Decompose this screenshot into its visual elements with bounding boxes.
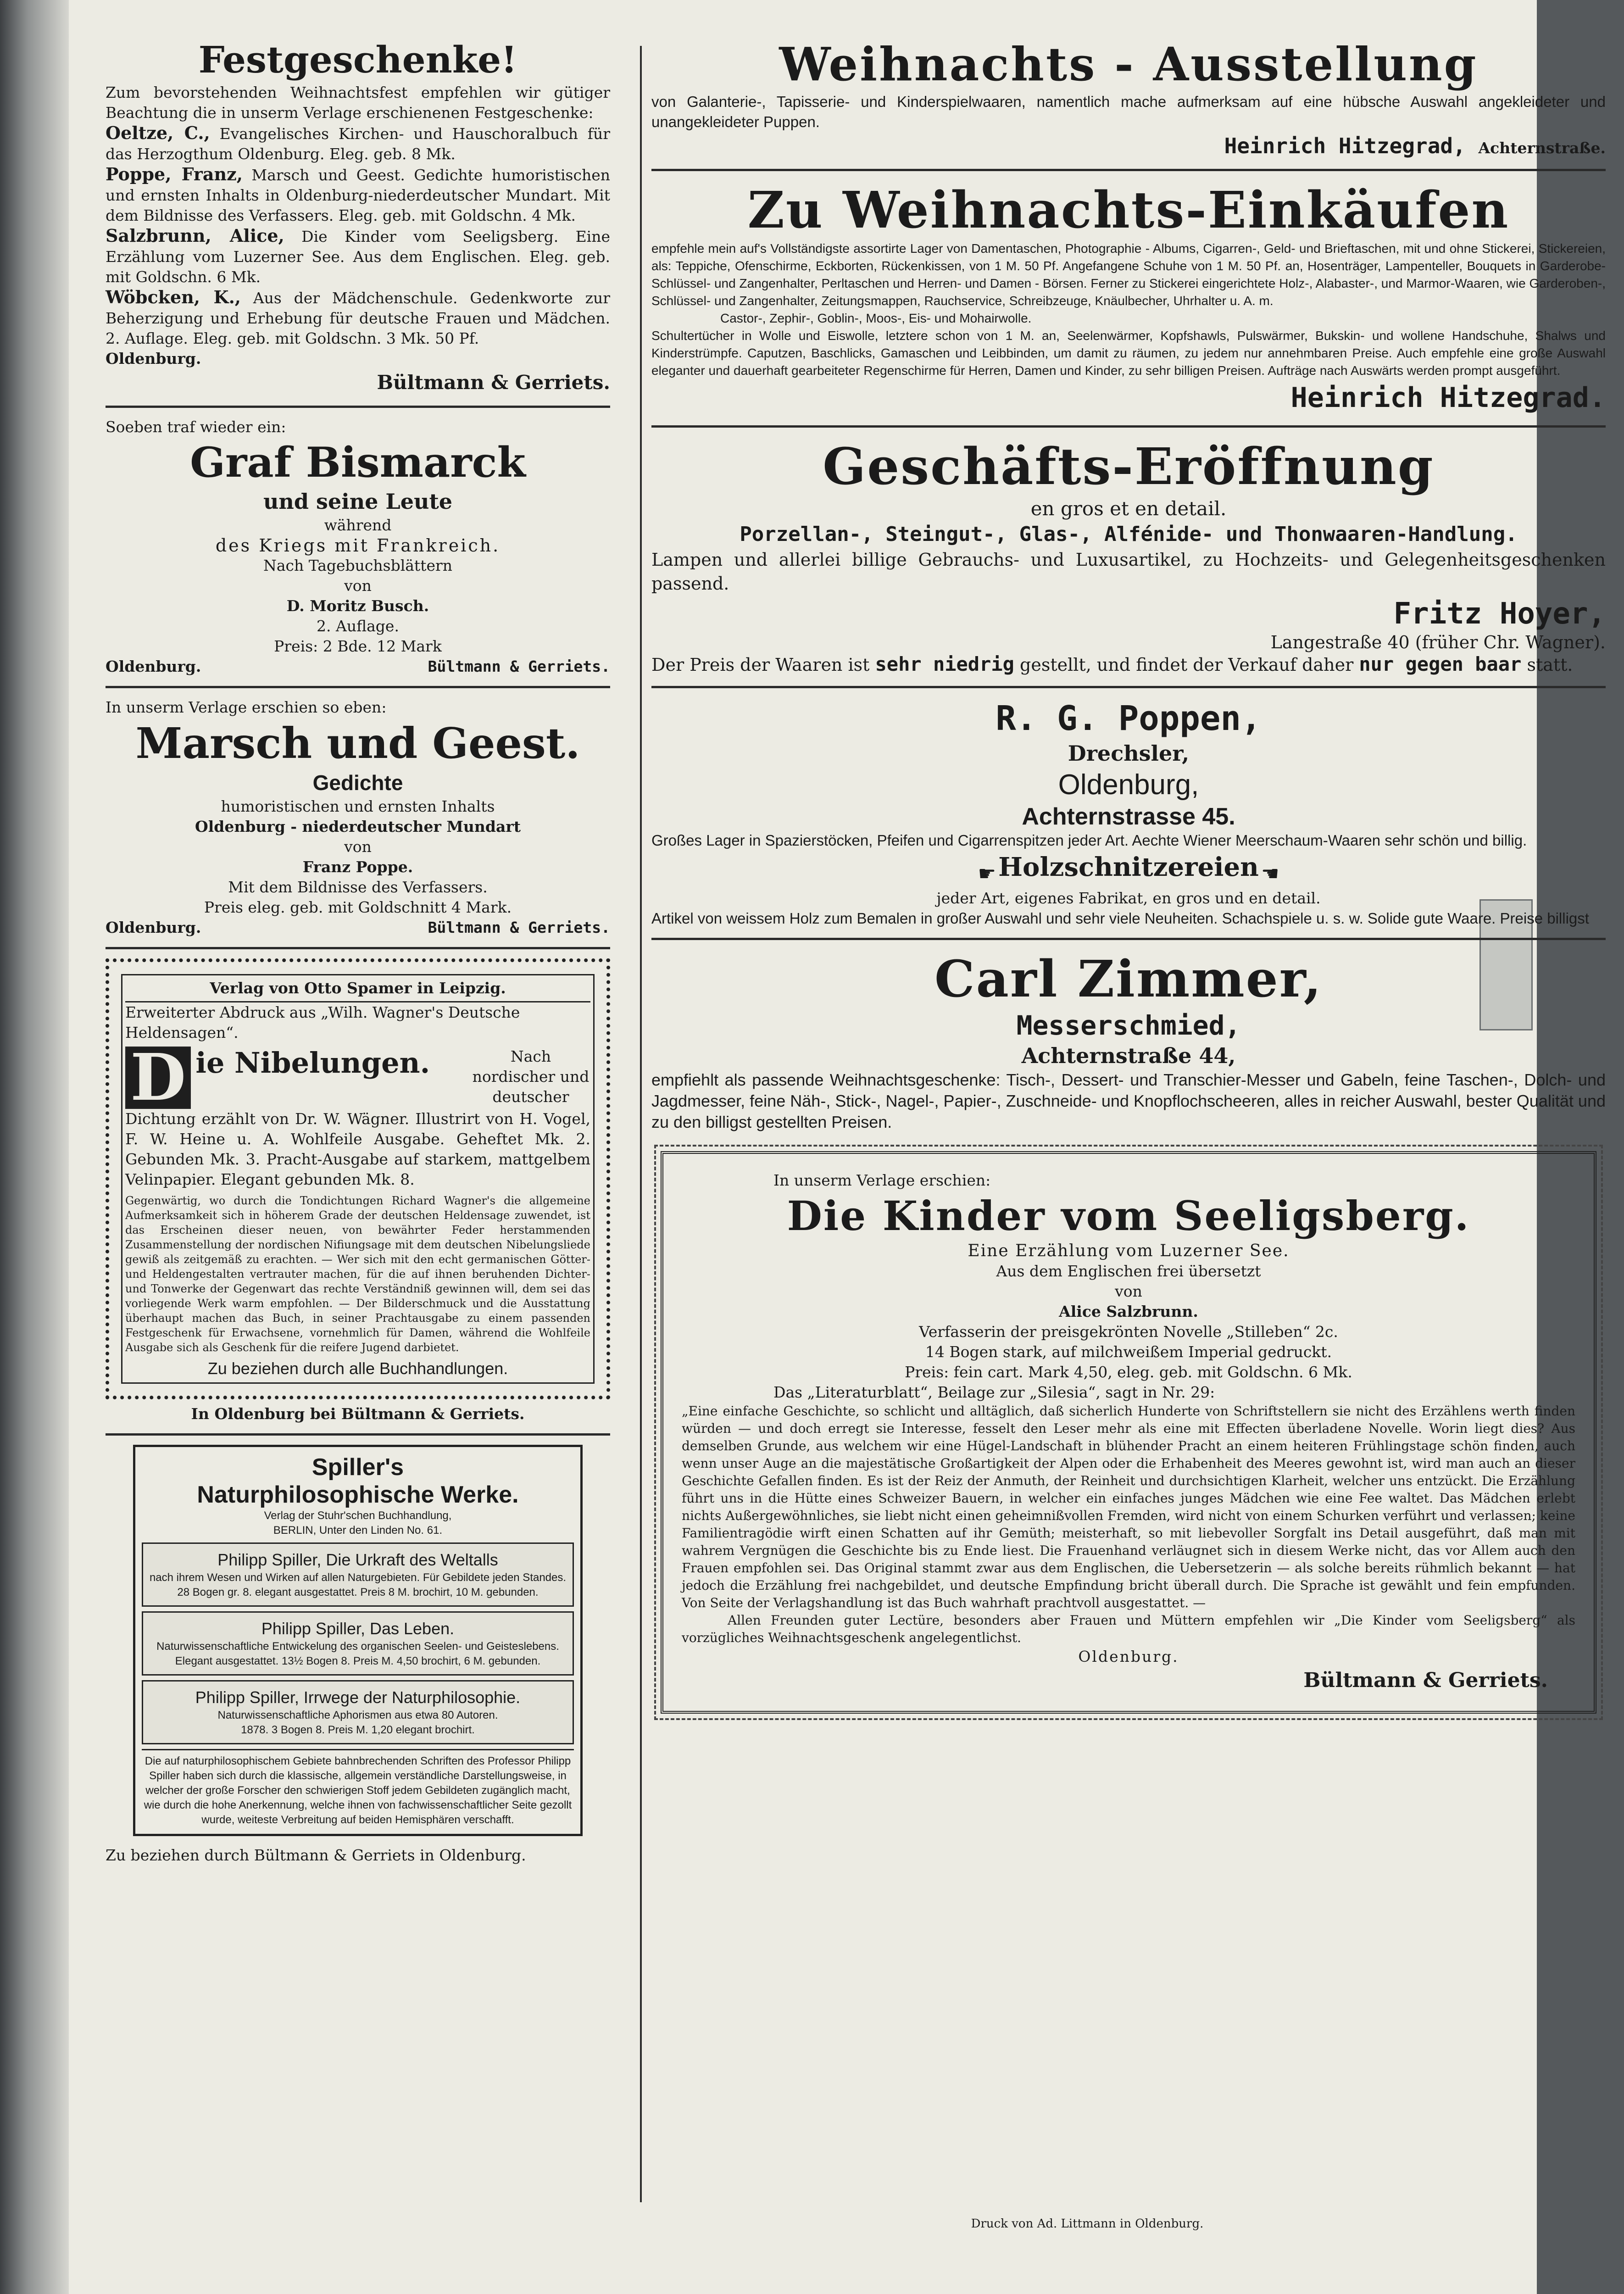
eroeffnung-price-emph: sehr niedrig: [875, 653, 1014, 675]
poppen-carving: Holzschnitzereien: [998, 852, 1259, 882]
right-column: [651, 37, 1606, 1718]
festgeschenke-title: Festgeschenke!: [198, 38, 517, 81]
ad-marsch-und-geest: [106, 697, 610, 938]
spiller-title1: Spiller's: [311, 1454, 404, 1481]
spiller-work-title: Philipp Spiller, Die Urkraft des Weltalls: [217, 1550, 498, 1569]
marsch-line: humoristischen und ernsten Inhalts: [221, 797, 495, 815]
eroeffnung-street: Langestraße 40 (früher Chr. Wagner).: [1270, 632, 1606, 652]
bismarck-line: während: [324, 516, 392, 534]
bismarck-author: D. Moritz Busch.: [286, 597, 429, 615]
spiller-work-desc: nach ihrem Wesen und Wirken auf allen Naturgebieten. Für Gebildete jeden Standes.: [149, 1571, 567, 1584]
einkaeufe-name: Heinrich Hitzegrad.: [1290, 382, 1606, 414]
marsch-publisher: Bültmann & Gerriets.: [428, 919, 610, 936]
kinder-line: Aus dem Englischen frei übersetzt: [996, 1262, 1261, 1280]
kinder-publisher: Bültmann & Gerriets.: [1303, 1669, 1548, 1692]
festgeschenke-book-list: [106, 123, 610, 349]
marsch-line: von: [344, 838, 372, 856]
eroeffnung-title: Geschäfts-Eröffnung: [823, 437, 1435, 496]
book-description: Evangelisches Kirchen- und Hauschoralbuch für das Herzogthum Oldenburg. Eleg. geb. 8 Mk.: [106, 125, 610, 163]
eroeffnung-line: Porzellan-, Steingut-, Glas-, Alfénide- und Thonwaaren-Handlung.: [740, 523, 1518, 546]
spiller-work: [142, 1680, 574, 1744]
bismarck-sub: und seine Leute: [263, 489, 452, 514]
ausstellung-street: Achternstraße.: [1478, 139, 1606, 157]
eroeffnung-price: gestellt, und findet der Verkauf daher: [1020, 655, 1354, 675]
book-author: Wöbcken, K.,: [106, 287, 241, 307]
bismarck-edition: 2. Auflage.: [317, 617, 399, 635]
marsch-author: Franz Poppe.: [302, 858, 413, 876]
kinder-line: 14 Bogen stark, auf milchweißem Imperial gedruckt.: [925, 1343, 1332, 1361]
pointing-hand-left-icon: ☚: [1261, 862, 1279, 885]
ausstellung-text: von Galanterie-, Tapisserie- und Kinderspielwaaren, namentlich mache aufmerksam auf eine hübsche Auswahl angekleideter und unangekleideter Puppen.: [651, 93, 1606, 130]
spiller-work-price: 1878. 3 Bogen 8. Preis M. 1,20 elegant brochirt.: [241, 1724, 475, 1736]
poppen-text2: Artikel von weissem Holz zum Bemalen in großer Auswahl und sehr viele Neuheiten. Schachspiele u. s. w. Solide gute Waare. Preise billigst: [651, 910, 1589, 927]
book-entry: [106, 164, 610, 226]
book-description: Aus der Mädchenschule. Gedenkworte zur Beherzigung und Erhebung für deutsche Frauen und Mädchen. 2. Auflage. Eleg. geb. mit Goldschn. 3 Mk. 50 Pf.: [106, 289, 610, 347]
book-author: Oeltze, C.,: [106, 122, 210, 143]
kinder-review: „Eine einfache Geschichte, so schlicht und alltäglich, daß sicherlich Hunderte von Schriftstellern sie nicht des Erzählens werth finden würden — und doch erregt sie Interesse, fesselt den Leser mehr als eine mit Effecten überladene Novelle. Worin liegt dies? Aus demselben Grunde, aus welchem wir eine Hügel-Landschaft in blühender Pracht an einem heiteren Frühlingstage schön finden, auch wenn unser Auge an die majestätische Großartigkeit der Alpen oder die Erhabenheit des Meeres gewohnt ist, wird man auch an dieser Geschichte Gefallen finden. Es ist der Reiz der Anmuth, der Reinheit und durchsichtigen Klarheit, welcher uns entzückt. Die Erzählung führt uns in die Hütte eines Schweizer Bauern, in welcher ein einfaches junges Mädchen wie eine Fee waltet. Das Mädchen erlebt nichts Außergewöhnliches, sie liebt nicht einen geheimnißvollen Fremden, wird nicht von einem Schurken verführt und verlassen; keine Familientragödie wirft einen Schatten auf ihr Gemüth; meisterhaft, so mit liebevoller Sorgfalt ins Detail ausgeführt, daß man mit wahrem Vergnügen die Geschichte bis zu Ende liest. Die Frauenhand verläugnet sich in diesem Werke nicht, das vor Allem auch den Frauen empfohlen sei. Das Original stammt zwar aus dem Englischen, die Uebersetzerin — als solche bereits rühmlich bekannt — hat jedoch die Erzählung frei nachgebildet, und deutsche Empfindung bricht überall durch. Die Sprache ist gewählt und fein empfunden. Von Seite der Verlagshandlung ist das Buch wahrhaft prachtvoll ausgestattet. —: [682, 1403, 1575, 1610]
zimmer-text: empfiehlt als passende Weihnachtsgeschenke: Tisch-, Dessert- und Transchier-Messer und Gabeln, feine Taschen-, Dolch- und Jagdmesser, feine Näh-, Stick-, Nagel-, Papier-, Zuschneide- und Knopflochscheeren, alles in reicher Auswahl, bester Qualität und zu den billigst gestellten Preisen.: [651, 1070, 1606, 1131]
book-entry: [106, 287, 610, 349]
bismarck-line: von: [344, 577, 372, 595]
marsch-place: Oldenburg.: [106, 919, 201, 936]
spiller-work: [142, 1542, 574, 1607]
nibelungen-body: Gegenwärtig, wo durch die Tondichtungen Richard Wagner's die allgemeine Aufmerksamkeit sich in höherem Grade der deutschen Heldensage zuwendet, ist das Erscheinen dieser neuen, von bewährter Feder herstammenden Zusammenstellung der nordischen Nifiungsage mit dem deutschen Nibelungsliede gewiß als zeitgemäß zu erachten. — Wer sich mit den echt germanischen Götter- und Heldengestalten vertrauter machen, für die auf ihnen beruhenden Dichter- und Tonwerke der Gegenwart das rechte Verständniß gewinnen will, dem sei das vorliegende Werk warm empfohlen. — Der Bilderschmuck und die Ausstattung überhaupt machen das Buch, in seiner Prachtausgabe zu einem passenden Festgeschenk für Erwachsene, vornehmlich für Damen, während die Wohlfeile Ausgabe sich als Geschenk für die reifere Jugend darbietet.: [125, 1194, 590, 1354]
zimmer-name: Carl Zimmer,: [934, 949, 1323, 1008]
kinder-price: Preis: fein cart. Mark 4,50, eleg. geb. mit Goldschn. 6 Mk.: [905, 1363, 1352, 1381]
spiller-outer: Zu beziehen durch Bültmann & Gerriets in Oldenburg.: [106, 1846, 526, 1864]
divider: [106, 686, 610, 688]
divider: [106, 406, 610, 408]
book-binding: [0, 0, 69, 2294]
zimmer-trade: Messerschmied,: [1016, 1010, 1241, 1041]
divider: [651, 686, 1606, 688]
eroeffnung-price-emph: nur gegen baar: [1359, 653, 1522, 675]
poppen-carving-sub: jeder Art, eigenes Fabrikat, en gros und en detail.: [936, 889, 1321, 907]
ad-carl-zimmer: [651, 949, 1606, 1133]
eroeffnung-price: statt.: [1527, 655, 1573, 675]
ad-spiller: [133, 1445, 583, 1836]
einkaeufe-title: Zu Weihnachts-Einkäufen: [747, 180, 1510, 239]
divider: [106, 947, 610, 949]
marsch-line: Oldenburg - niederdeutscher Mundart: [195, 818, 521, 835]
ad-weihnachts-ausstellung: [651, 37, 1606, 160]
kinder-closing: Allen Freunden guter Lectüre, besonders aber Frauen und Müttern empfehlen wir „Die Kinder vom Seeligsberg“ als vorzügliches Weihnachtsgeschenk angelegentlichst.: [682, 1613, 1575, 1645]
festgeschenke-place: Oldenburg.: [106, 350, 201, 367]
kinder-place: Oldenburg.: [1078, 1648, 1179, 1665]
divider: [106, 1433, 610, 1436]
spiller-work-title: Philipp Spiller, Irrwege der Naturphilosophie.: [195, 1688, 521, 1707]
ad-kinder-vom-seeligsberg: [661, 1151, 1596, 1714]
eroeffnung-name: Fritz Hoyer,: [1393, 597, 1606, 631]
kinder-lead: In unserm Verlage erschien:: [773, 1171, 991, 1189]
book-description: Die Kinder vom Seeligsberg. Eine Erzählung vom Luzerner See. Aus dem Englischen. Eleg. geb. mit Goldschn. 6 Mk.: [106, 228, 610, 286]
spiller-work-title: Philipp Spiller, Das Leben.: [261, 1619, 455, 1638]
eroeffnung-sub: en gros et en detail.: [1030, 497, 1227, 520]
print-footer: Druck von Ad. Littmann in Oldenburg.: [971, 2217, 1204, 2231]
kinder-author: Alice Salzbrunn.: [1059, 1303, 1198, 1320]
spiller-publisher: Verlag der Stuhr'schen Buchhandlung,: [264, 1509, 452, 1522]
column-divider: [640, 46, 642, 2202]
spiller-work-price: Elegant ausgestattet. 13½ Bogen 8. Preis M. 4,50 brochirt, 6 M. gebunden.: [175, 1655, 541, 1667]
marsch-price: Preis eleg. geb. mit Goldschnitt 4 Mark.: [204, 898, 512, 916]
ad-weihnachts-einkaeufe: [651, 180, 1606, 416]
book-description: Marsch und Geest. Gedichte humoristischen und ernsten Inhalts in Oldenburg-niederdeutscher Mundart. Mit dem Bildnisse des Verfassers. Eleg. geb. mit Goldschn. 4 Mk.: [106, 166, 610, 224]
spiller-work-list: [142, 1542, 574, 1744]
bismarck-price: Preis: 2 Bde. 12 Mark: [274, 637, 442, 655]
ad-geschaefts-eroeffnung: [651, 437, 1606, 677]
nibelungen-dropcap: D: [125, 1047, 191, 1109]
nibelungen-intro: Erweiterter Abdruck aus „Wilh. Wagner's Deutsche Heldensagen“.: [125, 1003, 520, 1041]
poppen-city: Oldenburg,: [1058, 769, 1199, 801]
spiller-work: [142, 1611, 574, 1676]
bismarck-lead: Soeben traf wieder ein:: [106, 418, 286, 436]
kinder-review-intro: Das „Literaturblatt“, Beilage zur „Silesia“, sagt in Nr. 29:: [773, 1383, 1215, 1401]
zimmer-street: Achternstraße 44,: [1021, 1043, 1236, 1068]
festgeschenke-publisher: Bültmann & Gerriets.: [377, 371, 610, 394]
spiller-work-desc: Naturwissenschaftliche Aphorismen aus etwa 80 Autoren.: [217, 1709, 498, 1721]
poppen-name: R. G. Poppen,: [996, 699, 1262, 738]
einkaeufe-text2: Schultertücher in Wolle und Eiswolle, letztere schon von 1 M. an, Seelenwärmer, Kopfshawls, Pulswärmer, Bukskin- und wollene Handschuhe, Shalws und Kinderstrümpfe. Caputzen, Baschlicks, Gamaschen und Leibbinden, um damit zu räumen, zu jedem nur annehmbaren Preise. Auch empfehle eine große Auswahl eleganter und dauerhaft gearbeiteter Regenschirme für Herren, Damen und Kinder, zu sehr billigen Preisen. Aufträge nach Auswärts werden prompt ausgeführt.: [651, 329, 1606, 378]
marsch-sub: Gedichte: [312, 771, 403, 795]
nibelungen-footer: Zu beziehen durch alle Buchhandlungen.: [207, 1359, 508, 1378]
ausstellung-title: Weihnachts - Ausstellung: [779, 37, 1478, 91]
poppen-text: Großes Lager in Spazierstöcken, Pfeifen und Cigarrenspitzen jeder Art. Aechte Wiener Meerschaum-Waaren sehr schön und billig.: [651, 832, 1527, 849]
spiller-note: Die auf naturphilosophischem Gebiete bahnbrechenden Schriften des Professor Philipp Spiller haben sich durch die klassische, allgemein verständliche Darstellungsweise, in welcher der große Forscher den schwierigen Stoff jedem Gebildeten zugänglich macht, wie durch die hohe Anerkennung, welche ihnen von fachwissenschaftlicher Seite gezollt wurde, weiteste Verbreitung auf beiden Hemisphären verschafft.: [142, 1749, 574, 1827]
nibelungen-title: ie Nibelungen.: [195, 1047, 430, 1080]
book-author: Poppe, Franz,: [106, 164, 243, 184]
left-column: [106, 37, 610, 1865]
kinder-sub: Eine Erzählung vom Luzerner See.: [968, 1242, 1290, 1260]
nibelungen-outer: In Oldenburg bei Bültmann & Gerriets.: [191, 1405, 525, 1423]
kinder-line: von: [1115, 1282, 1142, 1300]
book-entry: [106, 226, 610, 287]
nibelungen-side: Nach nordischer und deutscher: [472, 1047, 590, 1106]
poppen-trade: Drechsler,: [1068, 741, 1190, 766]
poppen-street: Achternstrasse 45.: [1022, 803, 1235, 830]
marsch-line: Mit dem Bildnisse des Verfassers.: [228, 878, 488, 896]
einkaeufe-wool: Castor-, Zephir-, Goblin-, Moos-, Eis- und Mohairwolle.: [720, 311, 1032, 325]
ad-bismarck: [106, 417, 610, 677]
ad-poppen: [651, 697, 1606, 929]
eroeffnung-text: Lampen und allerlei billige Gebrauchs- und Luxusartikel, zu Hochzeits- und Gelegenheitsgeschenken passend.: [651, 550, 1606, 594]
spiller-work-price: 28 Bogen gr. 8. elegant ausgestattet. Preis 8 M. brochirt, 10 M. gebunden.: [177, 1586, 539, 1598]
nibelungen-header: Verlag von Otto Spamer in Leipzig.: [125, 978, 590, 1002]
bismarck-publisher: Bültmann & Gerriets.: [428, 657, 610, 675]
divider: [651, 169, 1606, 171]
ad-nibelungen: [106, 958, 610, 1399]
spiller-work-desc: Naturwissenschaftliche Entwickelung des organischen Seelen- und Geisteslebens.: [156, 1640, 559, 1653]
marsch-lead: In unserm Verlage erschien so eben:: [106, 698, 387, 716]
marsch-title: Marsch und Geest.: [135, 718, 580, 768]
book-entry: [106, 123, 610, 164]
festgeschenke-intro: Zum bevorstehenden Weihnachtsfest empfehlen wir gütiger Beachtung die in unserm Verlage erschienenen Festgeschenke:: [106, 84, 610, 122]
kinder-line: Verfasserin der preisgekrönten Novelle „Stilleben“ 2c.: [919, 1323, 1338, 1341]
einkaeufe-text: empfehle mein auf's Vollständigste assortirte Lager von Damentaschen, Photographie - Albums, Cigarren-, Geld- und Brieftaschen, mit und ohne Stickerei, Stickereien, als: Teppiche, Ofenschirme, Eckborten, Rückenkissen, von 1 M. 50 Pf. Angefangene Schuhe von 1 M. 50 Pf. an, Hosenträger, Lampenteller, Bouquets in Garderobe-Schlüssel- und Zangenhalter, Perltaschen und Herren- und Damen - Börsen. Ferner zu Stickerei eingerichtete Holz-, Alabaster-, und Marmor-Waaren, wie Garderoben-, Schlüssel- und Zangenhalter, Zeitungsmappen, Rauchservice, Schreibzeuge, Knäulbecher, Uhrhalter u. A. m.: [651, 241, 1606, 308]
divider: [651, 425, 1606, 428]
pointing-hand-right-icon: ☛: [978, 862, 996, 885]
eroeffnung-price: Der Preis der Waaren ist: [651, 655, 870, 675]
bismarck-title: Graf Bismarck: [190, 438, 526, 487]
spiller-publisher-address: BERLIN, Unter den Linden No. 61.: [273, 1524, 443, 1537]
nibelungen-details: Dichtung erzählt von Dr. W. Wägner. Illustrirt von H. Vogel, F. W. Heine u. A. Wohlfeile Ausgabe. Geheftet Mk. 2. Gebunden Mk. 3. Pracht-Ausgabe auf starkem, mattgelbem Velinpapier. Elegant gebunden Mk. 8.: [125, 1110, 590, 1188]
bismarck-place: Oldenburg.: [106, 657, 201, 675]
spiller-title2: Naturphilosophische Werke.: [197, 1481, 519, 1508]
book-author: Salzbrunn, Alice,: [106, 225, 284, 246]
ad-festgeschenke: [106, 37, 610, 396]
bismarck-line: des Kriegs mit Frankreich.: [215, 535, 501, 556]
bismarck-line: Nach Tagebuchsblättern: [263, 557, 453, 574]
ausstellung-name: Heinrich Hitzegrad,: [1224, 134, 1466, 158]
divider: [651, 938, 1606, 940]
kinder-title: Die Kinder vom Seeligsberg.: [787, 1192, 1470, 1240]
